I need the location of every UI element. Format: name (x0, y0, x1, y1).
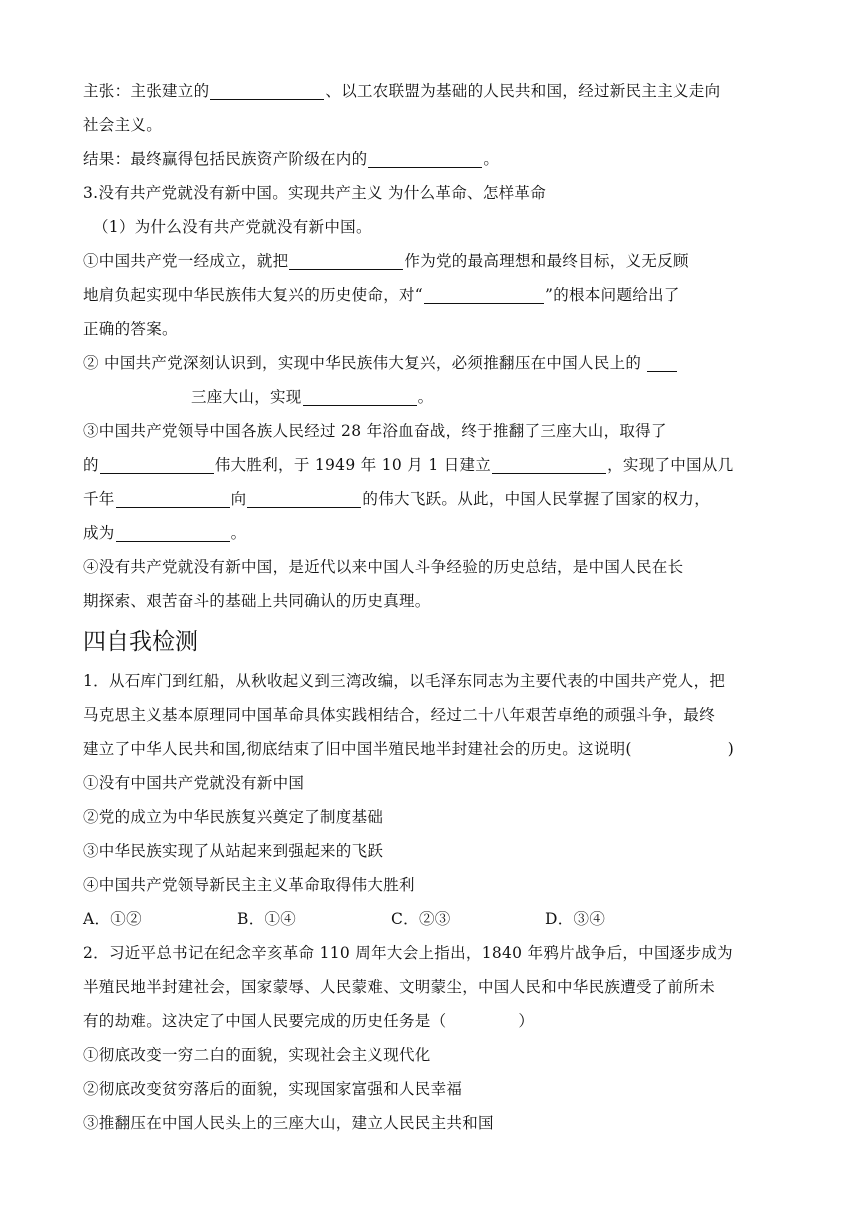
question-2-statement-3: ③推翻压在中国人民头上的三座大山，建立人民民主共和国 (83, 1114, 494, 1132)
question-1-statement-1: ①没有中国共产党就没有新中国 (83, 774, 305, 792)
text: ，实现了中国从几 (607, 456, 734, 474)
point-3-line-4 (83, 516, 783, 550)
option-a[interactable]: A．①② (83, 910, 142, 928)
text: 建立了中华人民共和国,彻底结束了旧中国半殖民地半封建社会的历史。这说明( (83, 740, 632, 758)
point-3-line-1: ③中国共产党领导中国各族人民经过 28 年浴血奋战，终于推翻了三座大山，取得了 (83, 422, 667, 440)
jieguo-line (83, 142, 783, 176)
text: 、以工农联盟为基础的人民共和国，经过新民主主义走向 (325, 82, 721, 100)
point-3-line-3 (83, 482, 783, 516)
text: 千年 (83, 490, 115, 508)
text: ) (727, 740, 735, 758)
zhuzhang-line-2 (83, 108, 783, 142)
fill-blank[interactable] (247, 489, 361, 508)
text: ”的根本问题给出了 (545, 286, 680, 304)
question-1-statement-4: ④中国共产党领导新民主主义革命取得伟大胜利 (83, 876, 415, 894)
point-1-line-3: 正确的答案。 (83, 320, 178, 338)
option-d[interactable]: D．③④ (545, 910, 606, 928)
document-page (83, 74, 783, 1140)
item-3-title: 3.没有共产党就没有新中国。实现共产主义 为什么革命、怎样革命 (83, 184, 547, 202)
text: ①中国共产党一经成立，就把 (83, 252, 289, 270)
zhuzhang-line (83, 74, 783, 108)
text: 的 (83, 456, 99, 474)
question-1-statement-2: ②党的成立为中华民族复兴奠定了制度基础 (83, 808, 384, 826)
fill-blank[interactable] (289, 251, 403, 270)
question-2-line-2: 半殖民地半封建社会，国家蒙辱、人民蒙难、文明蒙尘，中国人民和中华民族遭受了前所未 (83, 978, 716, 996)
question-2-line-1: 2．习近平总书记在纪念辛亥革命 110 周年大会上指出，1840 年鸦片战争后，中国逐步成为 (83, 944, 733, 962)
fill-blank[interactable] (116, 489, 230, 508)
text: 社会主义。 (83, 116, 163, 134)
option-b[interactable]: B．①④ (237, 910, 297, 928)
text: 作为党的最高理想和最终目标，义无反顾 (404, 252, 689, 270)
question-2-statement-2: ②彻底改变贫穷落后的面貌，实现国家富强和人民幸福 (83, 1080, 463, 1098)
point-1-line-2 (83, 278, 783, 312)
question-1-line-3 (83, 732, 783, 766)
fill-blank[interactable] (210, 81, 324, 100)
text: 三座大山，实现 (191, 388, 302, 406)
text: 的伟大飞跃。从此，中国人民掌握了国家的权力， (362, 490, 711, 508)
fill-blank[interactable] (647, 353, 677, 372)
text: ） (518, 1012, 535, 1030)
text: 有的劫难。这决定了中国人民要完成的历史任务是（ (83, 1012, 447, 1030)
text: 。 (230, 524, 247, 542)
point-1-line-1 (83, 244, 783, 278)
text: 主张：主张建立的 (83, 82, 210, 100)
question-1-statement-3: ③中华民族实现了从站起来到强起来的飞跃 (83, 842, 384, 860)
text: 伟大胜利，于 1949 年 10 月 1 日建立 (214, 456, 492, 474)
point-4-line-2: 期探索、艰苦奋斗的基础上共同确认的历史真理。 (83, 592, 431, 610)
question-1-line-2: 马克思主义基本原理同中国革命具体实践相结合，经过二十八年艰苦卓绝的顽强斗争，最终 (83, 706, 716, 724)
point-2-line-2 (83, 380, 783, 414)
text: 地肩负起实现中华民族伟大复兴的历史使命，对“ (83, 286, 424, 304)
point-3-line-2 (83, 448, 783, 482)
option-c[interactable]: C．②③ (391, 910, 451, 928)
fill-blank[interactable] (116, 523, 230, 542)
text: ② 中国共产党深刻认识到，实现中华民族伟大复兴，必须推翻压在中国人民上的 (83, 354, 642, 372)
fill-blank[interactable] (424, 285, 544, 304)
fill-blank[interactable] (368, 149, 482, 168)
sub-item-1-title: （1）为什么没有共产党就没有新中国。 (93, 218, 372, 236)
question-2-statement-1: ①彻底改变一穷二白的面貌，实现社会主义现代化 (83, 1046, 431, 1064)
fill-blank[interactable] (303, 387, 417, 406)
question-2-line-3 (83, 1004, 783, 1038)
point-4-line-1: ④没有共产党就没有新中国，是近代以来中国人斗争经验的历史总结，是中国人民在长 (83, 558, 684, 576)
text: 成为 (83, 524, 115, 542)
text: 。 (483, 150, 500, 168)
question-1-line-1: 1．从石库门到红船，从秋收起义到三湾改编，以毛泽东同志为主要代表的中国共产党人，把 (83, 672, 726, 690)
text: 向 (230, 490, 247, 508)
question-1-options (83, 902, 783, 936)
point-2-line-1 (83, 346, 783, 380)
fill-blank[interactable] (100, 455, 214, 474)
section-heading: 四自我检测 (83, 629, 198, 655)
fill-blank[interactable] (492, 455, 606, 474)
text: 结果：最终赢得包括民族资产阶级在内的 (83, 150, 368, 168)
text: 。 (417, 388, 434, 406)
